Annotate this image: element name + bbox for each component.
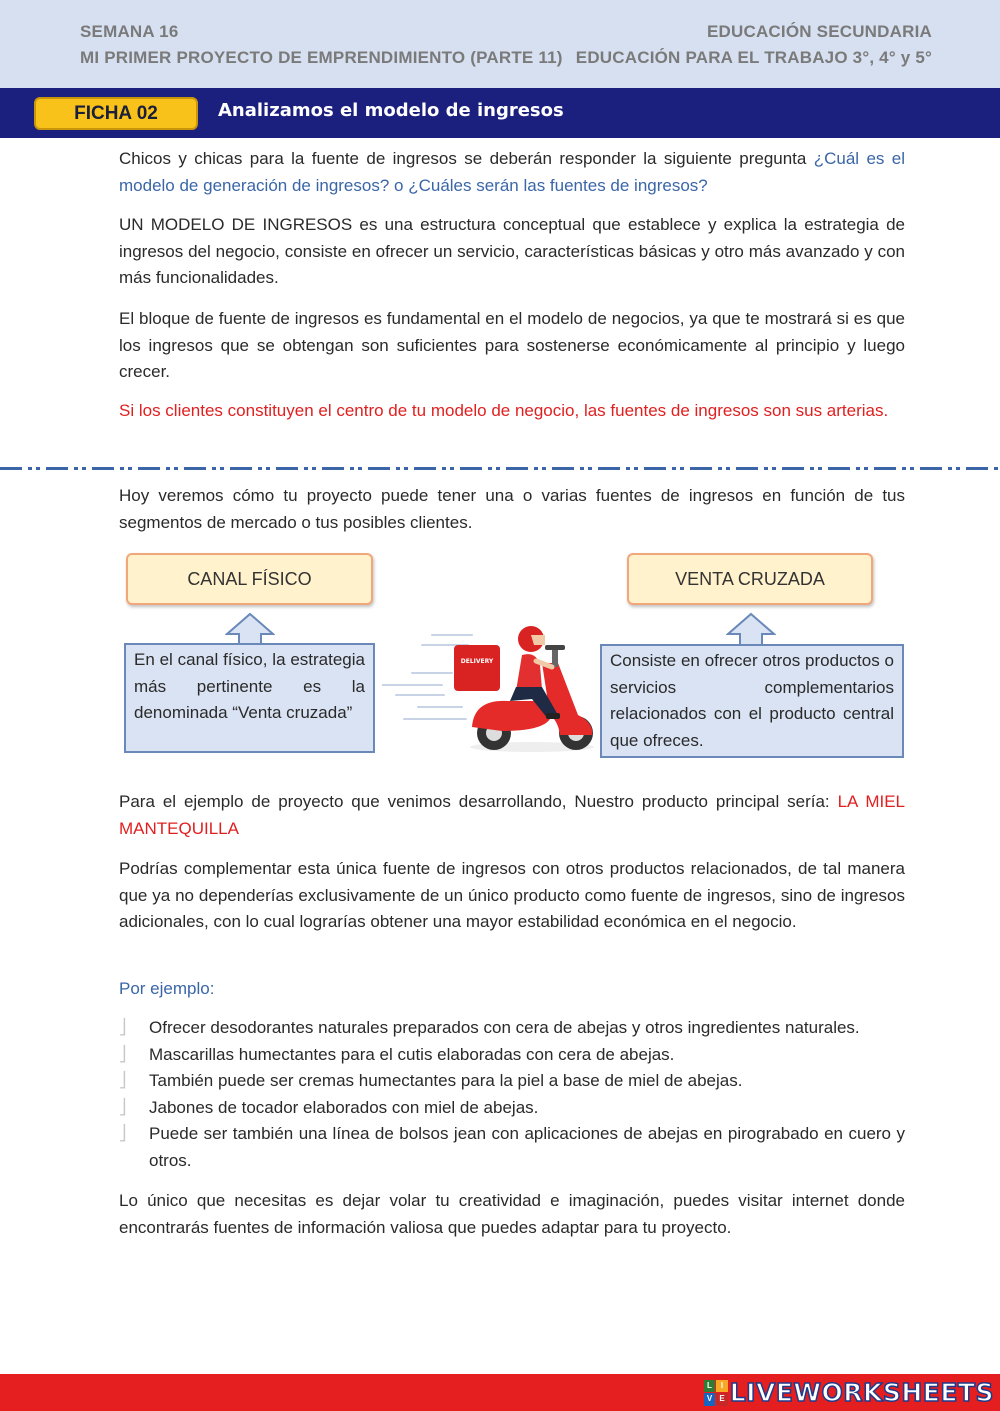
course-label: EDUCACIÓN PARA EL TRABAJO 3°, 4° y 5°: [575, 48, 932, 67]
project-label: MI PRIMER PROYECTO DE EMPRENDIMIENTO (PARTE 11): [80, 48, 563, 67]
delivery-scooter-icon: [382, 615, 600, 755]
logo-letter: V: [704, 1393, 716, 1406]
liveworksheets-logo-icon: [704, 1380, 728, 1406]
intro-question: ¿Cuál es el modelo de generación de ingresos? o ¿Cuáles serán las fuentes de ingresos?: [119, 149, 905, 195]
bullet-marker: ⎦: [119, 1019, 127, 1036]
week-label: SEMANA 16: [80, 22, 179, 41]
list-item-text: Mascarillas humectantes para el cutis elaboradas con cera de abejas.: [149, 1044, 675, 1064]
example-text: Para el ejemplo de proyecto que venimos desarrollando, Nuestro producto principal sería:: [119, 792, 838, 811]
section2-paragraph: Hoy veremos cómo tu proyecto puede tener una o varias fuentes de ingresos en función de tus segmentos de mercado o tus posibles clientes.: [119, 486, 905, 532]
delivery-label: DELIVERY: [460, 658, 494, 665]
logo-letter: L: [704, 1380, 716, 1393]
closing-paragraph: Lo único que necesitas es dejar volar tu creatividad e imaginación, puedes visitar internet donde encontrarás fuentes de información valiosa que puedes adaptar para tu proyecto.: [119, 1191, 905, 1237]
example-paragraph-1: [119, 789, 905, 842]
product-name: LA MIEL MANTEQUILLA: [119, 792, 906, 838]
canal-fisico-text: En el canal físico, la estrategia más pertinente es la denominada “Venta cruzada”: [124, 643, 375, 753]
page-title: Analizamos el modelo de ingresos: [218, 100, 564, 121]
intro-paragraph-3: El bloque de fuente de ingresos es fundamental en el modelo de negocios, ya que te mostrará si es que los ingresos que se obtengan son suficientes para sostenerse económicamente al principio y luego crecer.: [119, 309, 905, 381]
brand-name: LIVEWORKSHEETS: [729, 1378, 994, 1407]
bullet-marker: ⎦: [119, 1125, 127, 1142]
list-item: [119, 1042, 905, 1069]
list-item-text: También puede ser cremas humectantes para la piel a base de miel de abejas.: [149, 1071, 743, 1090]
brand-logo[interactable]: [704, 1376, 994, 1409]
intro-paragraph-2: UN MODELO DE INGRESOS es una estructura conceptual que establece y explica la estrategia de ingresos del negocio, consiste en ofrecer un servicio, características básicas y otro más avanzado y con más funcionalidades.: [119, 215, 905, 287]
list-item-text: Jabones de tocador elaborados con miel de abejas.: [149, 1097, 539, 1117]
example-paragraph-2: Podrías complementar esta única fuente de ingresos con otros productos relacionados, de tal manera que ya no dependerías exclusivamente de un único producto como fuente de ingresos, sino de ingresos adicionales, con lo cual lograrías obtener una mayor estabilidad económica en el negocio.: [119, 859, 905, 931]
venta-cruzada-title: VENTA CRUZADA: [627, 553, 873, 605]
list-item: [119, 1121, 905, 1174]
section-divider: [0, 467, 1000, 470]
page-header: [0, 0, 1000, 88]
intro-highlight: Si los clientes constituyen el centro de tu modelo de negocio, las fuentes de ingresos son sus arterias.: [119, 401, 889, 420]
list-item-text: Ofrecer desodorantes naturales preparados con cera de abejas y otros ingredientes naturales.: [149, 1018, 860, 1037]
example-label: Por ejemplo:: [119, 979, 215, 998]
example-list: [119, 1015, 905, 1174]
list-item: [119, 1095, 905, 1122]
venta-cruzada-text: Consiste en ofrecer otros productos o servicios complementarios relacionados con el producto central que ofreces.: [600, 644, 904, 758]
intro-paragraph-1: [119, 146, 905, 199]
logo-letter: I: [716, 1380, 728, 1393]
canal-fisico-title: CANAL FÍSICO: [126, 553, 373, 605]
bullet-marker: ⎦: [119, 1098, 127, 1116]
bullet-marker: ⎦: [119, 1072, 127, 1089]
ficha-badge: FICHA 02: [34, 97, 198, 130]
list-item-text: Puede ser también una línea de bolsos jean con aplicaciones de abejas en pirograbado en cuero y otros.: [149, 1124, 905, 1170]
list-item: [119, 1068, 905, 1095]
level-label: EDUCACIÓN SECUNDARIA: [706, 22, 932, 41]
bullet-marker: ⎦: [119, 1045, 127, 1063]
intro-text: Chicos y chicas para la fuente de ingresos se deberán responder la siguiente pregunta: [119, 149, 814, 168]
logo-letter: E: [716, 1393, 728, 1406]
list-item: [119, 1015, 905, 1042]
